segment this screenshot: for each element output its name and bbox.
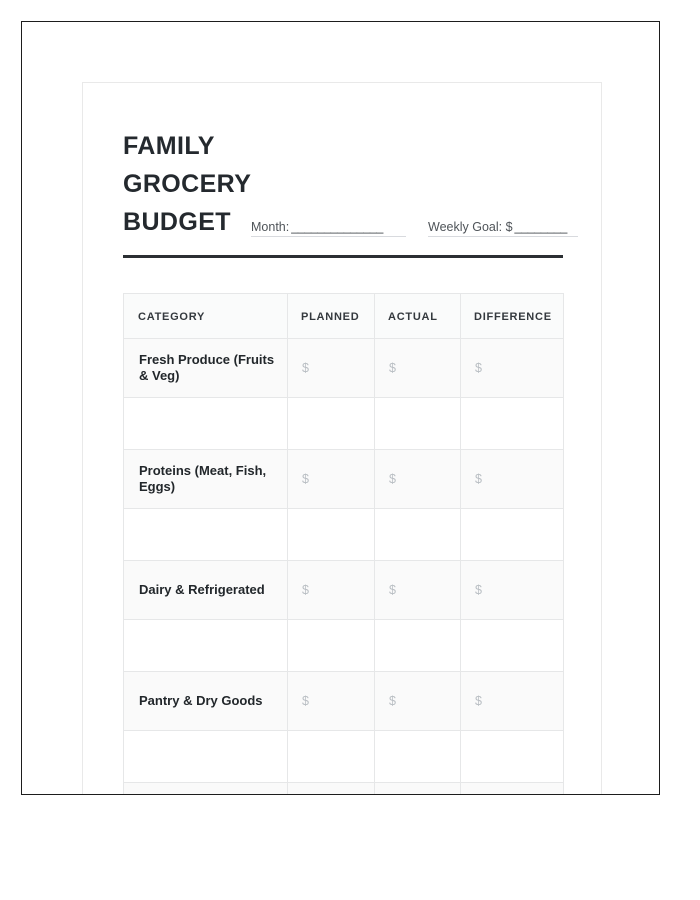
table-row [124, 509, 564, 561]
table-row [124, 783, 564, 796]
cell-actual[interactable] [375, 731, 461, 783]
weekly-goal-field[interactable] [428, 220, 578, 237]
cell-planned[interactable]: $ [288, 561, 375, 620]
budget-table [123, 293, 564, 795]
cell-category [124, 731, 288, 783]
cell-difference[interactable] [461, 398, 564, 450]
cell-difference[interactable]: $ [461, 561, 564, 620]
cell-planned[interactable]: $ [288, 450, 375, 509]
month-label: Month: [251, 220, 290, 234]
title-line-2: GROCERY [123, 170, 252, 198]
cell-actual[interactable] [375, 620, 461, 672]
cell-planned[interactable] [288, 783, 375, 796]
cell-actual[interactable] [375, 398, 461, 450]
cell-difference[interactable]: $ [461, 339, 564, 398]
cell-category [124, 509, 288, 561]
cell-planned[interactable]: $ [288, 339, 375, 398]
table-header-row [124, 294, 564, 339]
cell-difference[interactable] [461, 783, 564, 796]
column-header-actual: ACTUAL [375, 294, 461, 339]
masthead-divider [123, 255, 563, 258]
cell-actual[interactable]: $ [375, 339, 461, 398]
table-row [124, 450, 564, 509]
weekly-goal-write-line: ________ [514, 220, 567, 234]
table-header [124, 294, 564, 339]
table-row [124, 620, 564, 672]
table-body [124, 339, 564, 796]
cell-category: Proteins (Meat, Fish, Eggs) [124, 450, 288, 509]
meta-fields [251, 220, 578, 237]
cell-actual[interactable]: $ [375, 450, 461, 509]
month-write-line: ______________ [291, 220, 383, 234]
cell-difference[interactable] [461, 509, 564, 561]
column-header-difference: DIFFERENCE [461, 294, 564, 339]
month-field[interactable] [251, 220, 406, 237]
table-row [124, 398, 564, 450]
cell-actual[interactable] [375, 509, 461, 561]
cell-planned[interactable] [288, 398, 375, 450]
cell-actual[interactable] [375, 783, 461, 796]
cell-actual[interactable]: $ [375, 672, 461, 731]
cell-category [124, 398, 288, 450]
column-header-planned: PLANNED [288, 294, 375, 339]
masthead [123, 127, 567, 245]
cell-planned[interactable] [288, 731, 375, 783]
cell-category [124, 783, 288, 796]
cell-category: Pantry & Dry Goods [124, 672, 288, 731]
cell-difference[interactable] [461, 731, 564, 783]
table-row [124, 561, 564, 620]
weekly-goal-label: Weekly Goal: $ [428, 220, 513, 234]
cell-planned[interactable]: $ [288, 672, 375, 731]
page-content [83, 83, 601, 795]
cell-difference[interactable] [461, 620, 564, 672]
cell-category: Dairy & Refrigerated [124, 561, 288, 620]
cell-actual[interactable]: $ [375, 561, 461, 620]
page-sheet [82, 82, 602, 795]
document-frame [21, 21, 660, 795]
cell-difference[interactable]: $ [461, 672, 564, 731]
column-header-category: CATEGORY [124, 294, 288, 339]
table-row [124, 339, 564, 398]
table-row [124, 731, 564, 783]
cell-category [124, 620, 288, 672]
cell-planned[interactable] [288, 620, 375, 672]
table-row [124, 672, 564, 731]
title-line-1: FAMILY [123, 132, 215, 160]
cell-difference[interactable]: $ [461, 450, 564, 509]
cell-planned[interactable] [288, 509, 375, 561]
cell-category: Fresh Produce (Fruits & Veg) [124, 339, 288, 398]
title-line-3: BUDGET [123, 208, 231, 236]
